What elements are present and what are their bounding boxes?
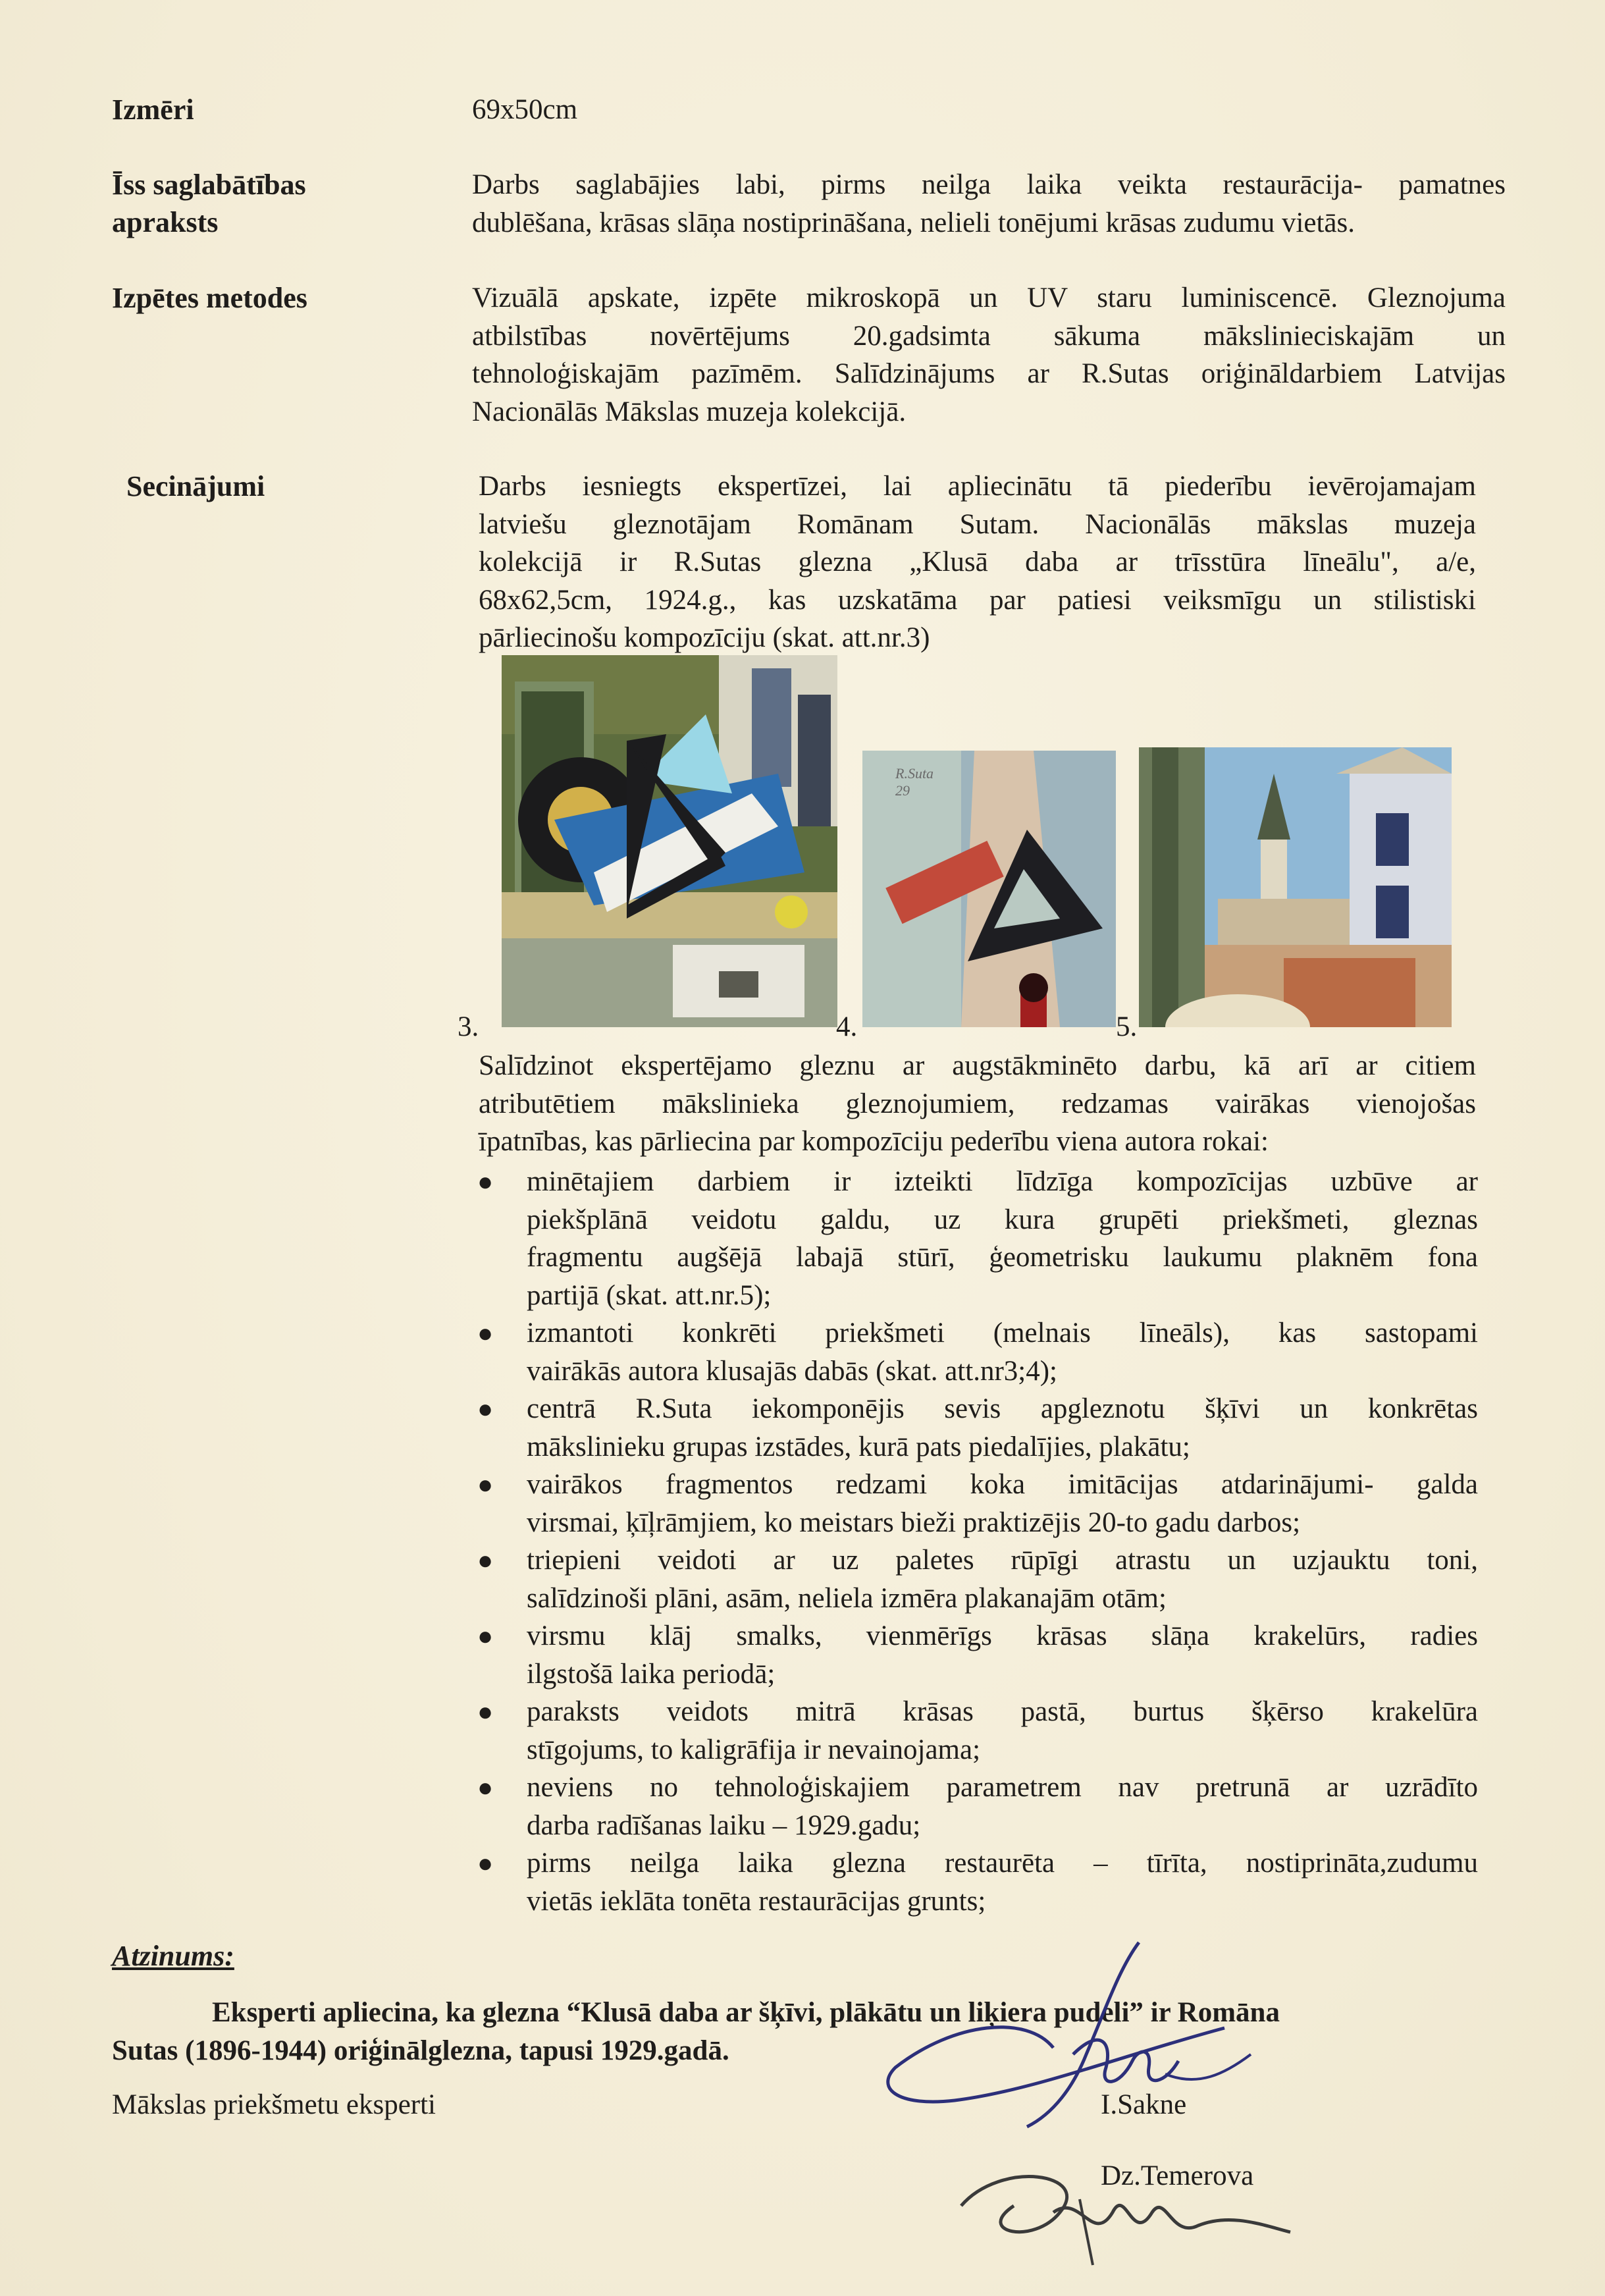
bullet-line: triepieni veidoti ar uz paletes rūpīgi atrastu un uzjauktu toni, (527, 1545, 1478, 1576)
condition-label-line1: Īss saglabātības (112, 169, 306, 201)
list-item (477, 1314, 1478, 1390)
bullet-line: vairākās autora klusajās dabās (skat. att.nr3;4); (527, 1355, 1057, 1387)
bullet-line: salīdzinoši plāni, asām, neliela izmēra plakanajām otām; (527, 1582, 1167, 1614)
bullet-icon: ● (477, 1848, 494, 1878)
findings-line: kolekcijā ir R.Sutas glezna „Klusā daba ar trīsstūra līneālu", a/e, (479, 547, 1476, 577)
expert-1-name: I.Sakne (1101, 2089, 1187, 2120)
figure-4-triangle-painting (862, 751, 1116, 1027)
comparison-line: atributētiem mākslinieka gleznojumiem, redzamas vairākas vienojošas (479, 1088, 1476, 1119)
figure-4-signature-text: R.Suta 29 (895, 765, 934, 799)
figure-3-number: 3. (458, 1011, 479, 1042)
comparison-line: īpatnības, kas pārliecina par kompozīciju pederību viena autora rokai: (479, 1126, 1269, 1157)
list-item (477, 1769, 1478, 1844)
condition-line: Darbs saglabājies labi, pirms neilga laika veikta restaurācija- pamatnes (472, 169, 1506, 200)
condition-text (472, 166, 1506, 242)
bullet-icon: ● (477, 1167, 494, 1196)
figure-5-number: 5. (1116, 1011, 1138, 1042)
methods-line: Nacionālās Mākslas muzeja kolekcijā. (472, 396, 907, 427)
findings-line: latviešu gleznotājam Romānam Sutam. Nacionālās mākslas muzeja (479, 508, 1476, 540)
conclusion-heading: Atzinums: (112, 1940, 234, 1972)
bullet-line: fragmentu augšējā labajā stūrī, ģeometrisku laukumu plaknēm fona (527, 1242, 1478, 1273)
bullet-line: vietās ieklāta tonēta restaurācijas grunts; (527, 1885, 986, 1917)
list-item (477, 1693, 1478, 1769)
signature-1-handwritten (856, 1929, 1264, 2147)
figure-3-still-life-painting (502, 655, 837, 1027)
condition-label-line2: apraksts (112, 206, 219, 238)
conclusion-line: Sutas (1896-1944) oriģinālglezna, tapusi 1929.gadā. (112, 2035, 729, 2066)
bullet-icon: ● (477, 1470, 494, 1499)
bullet-line: partijā (skat. att.nr.5); (527, 1279, 772, 1311)
condition-line: dublēšana, krāsas slāņa nostiprināšana, nelieli tonējumi krāsas zudumu vietās. (472, 207, 1355, 238)
bullet-icon: ● (477, 1697, 494, 1726)
bullet-line: stīgojums, to kaligrāfija ir nevainojama; (527, 1734, 981, 1765)
bullet-line: virsmai, ķīļrāmjiem, ko meistars bieži praktizējis 20-to gadu darbos; (527, 1507, 1301, 1538)
bullet-line: pirms neilga laika glezna restaurēta – tīrīta, nostiprināta,zudumu (527, 1848, 1478, 1879)
figure-4-number: 4. (836, 1011, 858, 1042)
bullet-line: minētajiem darbiem ir izteikti līdzīga kompozīcijas uzbūve ar (527, 1166, 1478, 1197)
signature-2-handwritten (922, 2133, 1317, 2278)
conclusion-text (112, 1994, 1494, 2070)
list-item (477, 1466, 1478, 1541)
bullet-line: izmantoti konkrēti priekšmeti (melnais līneāls), kas sastopami (527, 1318, 1478, 1348)
findings-label: Secinājumi (126, 470, 265, 502)
bullet-line: neviens no tehnoloģiskajiem parametrem nav pretrunā ar uzrādīto (527, 1772, 1478, 1803)
bullet-line: centrā R.Suta iekomponējis sevis apgleznotu šķīvi un konkrētas (527, 1393, 1478, 1424)
bullet-line: vairākos fragmentos redzami koka imitācijas atdarinājumi- galda (527, 1469, 1478, 1500)
findings-text (479, 467, 1476, 657)
bullet-line: mākslinieku grupas izstādes, kurā pats piedalījies, plakātu; (527, 1431, 1190, 1462)
bullet-line: paraksts veidots mitrā krāsas pastā, burtus šķērso krakelūra (527, 1696, 1478, 1727)
methods-line: Vizuālā apskate, izpēte mikroskopā un UV staru luminiscencē. Gleznojuma (472, 282, 1506, 313)
comparison-line: Salīdzinot ekspertējamo gleznu ar augstākminēto darbu, kā arī ar citiem (479, 1050, 1476, 1081)
list-item (477, 1541, 1478, 1617)
findings-line: 68x62,5cm, 1924.g., kas uzskatāma par patiesi veiksmīgu un stilistiski (479, 584, 1476, 616)
dimensions-label: Izmēri (112, 93, 194, 126)
bullet-icon: ● (477, 1545, 494, 1575)
conclusion-line: Eksperti apliecina, ka glezna “Klusā daba ar šķīvi, plākātu un liķiera pudeli” ir Romāna (212, 1997, 1280, 2028)
bullet-line: piekšplānā veidotu galdu, uz kura grupēti priekšmeti, gleznas (527, 1204, 1478, 1235)
bullet-line: ilgstošā laika periodā; (527, 1658, 776, 1690)
comparison-text (479, 1047, 1476, 1161)
bullet-line: darba radīšanas laiku – 1929.gadu; (527, 1809, 921, 1841)
list-item (477, 1163, 1478, 1314)
bullet-icon: ● (477, 1394, 494, 1424)
methods-text (472, 279, 1506, 431)
experts-label: Mākslas priekšmetu eksperti (112, 2089, 436, 2120)
feature-bullet-list (477, 1163, 1478, 1920)
bullet-line: virsmu klāj smalks, vienmērīgs krāsas slāņa krakelūrs, radies (527, 1620, 1478, 1651)
list-item (477, 1617, 1478, 1693)
bullet-icon: ● (477, 1318, 494, 1348)
list-item (477, 1390, 1478, 1466)
bullet-icon: ● (477, 1773, 494, 1802)
methods-line: tehnoloģiskajām pazīmēm. Salīdzinājums ar R.Sutas oriģināldarbiem Latvijas (472, 358, 1506, 389)
methods-label: Izpētes metodes (112, 282, 307, 314)
condition-label (112, 166, 306, 241)
dimensions-value: 69x50cm (472, 94, 578, 125)
findings-line: pārliecinošu kompozīciju (skat. att.nr.3) (479, 622, 930, 653)
methods-line: atbilstības novērtējums 20.gadsimta sākuma mākslinieciskajām un (472, 320, 1506, 352)
figure-5-town-view-painting (1139, 747, 1452, 1027)
findings-line: Darbs iesniegts ekspertīzei, lai apliecinātu tā piederību ievērojamajam (479, 471, 1476, 502)
bullet-icon: ● (477, 1621, 494, 1651)
expert-2-name: Dz.Temerova (1101, 2160, 1254, 2191)
list-item (477, 1844, 1478, 1920)
